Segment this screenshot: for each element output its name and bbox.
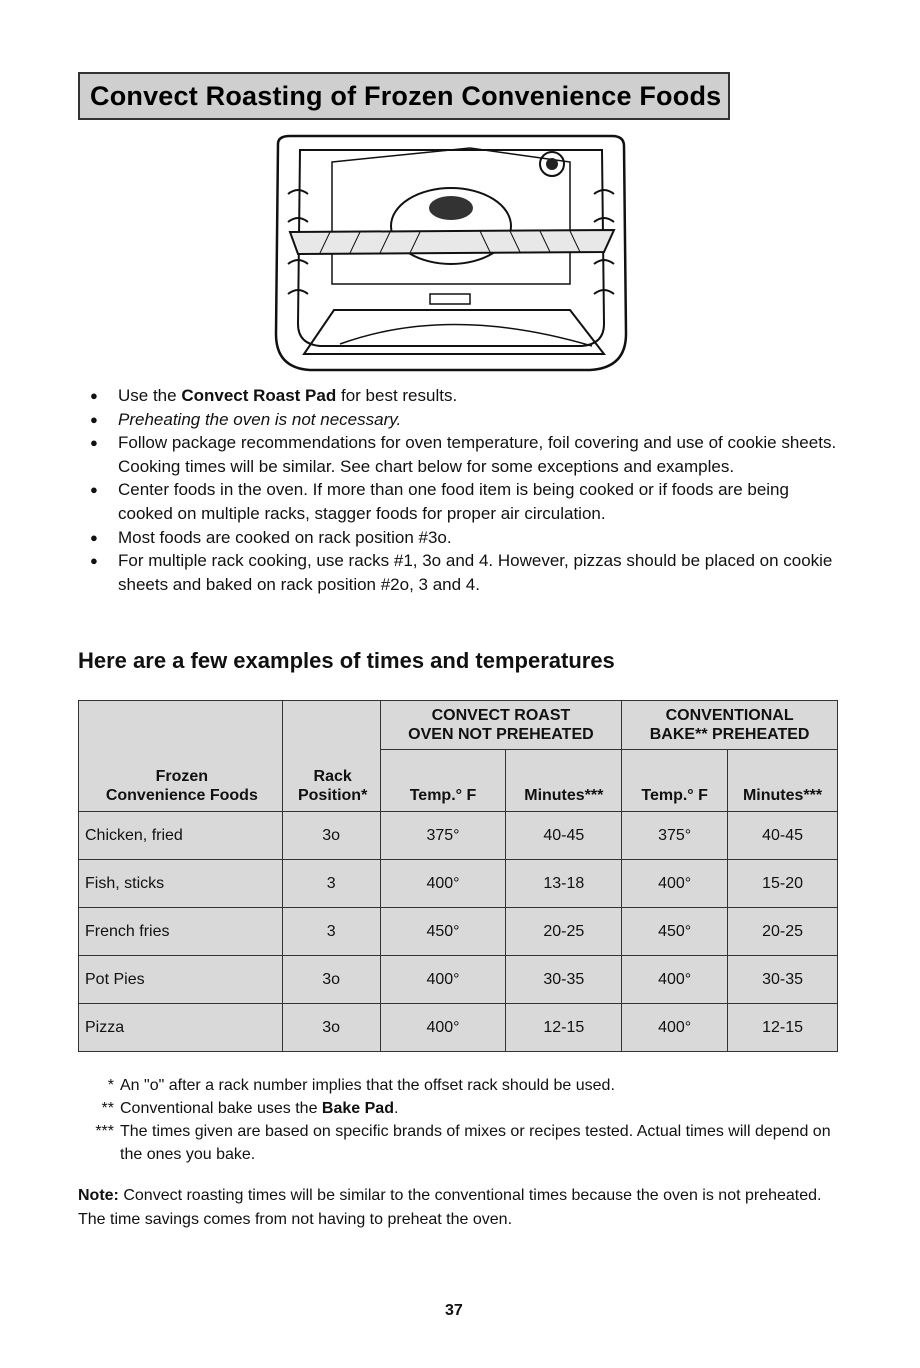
- minutes-cell: 40-45: [506, 812, 622, 860]
- minutes-cell: 12-15: [728, 1004, 838, 1052]
- note-label: Note:: [78, 1187, 119, 1204]
- list-item: ● Center foods in the oven. If more than one food item is being cooked or if foods are being cooked on multiple racks, stagger foods for proper air circulation.: [86, 478, 846, 525]
- section-title: Convect Roasting of Frozen Convenience Foods: [90, 80, 722, 111]
- minutes-cell: 30-35: [506, 956, 622, 1004]
- list-item: ● For multiple rack cooking, use racks #1, 3o and 4. However, pizzas should be placed on cookie sheets and baked on rack position #2o, 3 and 4.: [86, 549, 846, 596]
- rack-cell: 3: [282, 908, 380, 956]
- section-title-bar: [78, 72, 730, 120]
- table-row: [79, 956, 838, 1004]
- list-item: ● Most foods are cooked on rack position #3o.: [86, 526, 846, 550]
- temp-cell: 375°: [380, 812, 506, 860]
- rack-cell: 3o: [282, 956, 380, 1004]
- examples-heading: Here are a few examples of times and temperatures: [78, 648, 615, 673]
- rack-cell: 3o: [282, 1004, 380, 1052]
- minutes-cell: 20-25: [728, 908, 838, 956]
- minutes-header: Minutes***: [728, 750, 838, 812]
- conventional-bake-group-header: CONVENTIONAL BAKE** PREHEATED: [622, 701, 838, 750]
- food-cell: Fish, sticks: [79, 860, 283, 908]
- minutes-cell: 12-15: [506, 1004, 622, 1052]
- minutes-cell: 15-20: [728, 860, 838, 908]
- temp-header: Temp.° F: [380, 750, 506, 812]
- temp-cell: 400°: [380, 1004, 506, 1052]
- list-item: ● Use the Convect Roast Pad for best results.: [86, 384, 846, 408]
- oven-illustration: [270, 134, 632, 372]
- temp-cell: 400°: [622, 1004, 728, 1052]
- minutes-cell: 20-25: [506, 908, 622, 956]
- rack-cell: 3o: [282, 812, 380, 860]
- minutes-cell: 13-18: [506, 860, 622, 908]
- footnote: * An "o" after a rack number implies that the offset rack should be used.: [107, 1077, 615, 1094]
- temp-cell: 400°: [380, 860, 506, 908]
- table-row: [79, 1004, 838, 1052]
- rack-cell: 3: [282, 860, 380, 908]
- temp-cell: 375°: [622, 812, 728, 860]
- list-item: ● Follow package recommendations for oven temperature, foil covering and use of cookie sheets. Cooking times will be similar. See chart below for some exceptions and examples.: [86, 431, 846, 478]
- note-paragraph: Note: Convect roasting times will be similar to the conventional times because the oven is not preheated. The time savings comes from not having to preheat the oven.: [78, 1187, 822, 1228]
- temp-cell: 400°: [380, 956, 506, 1004]
- convect-roast-group-header: CONVECT ROAST OVEN NOT PREHEATED: [380, 701, 622, 750]
- temp-cell: 400°: [622, 860, 728, 908]
- temp-cell: 450°: [380, 908, 506, 956]
- footnotes: [88, 1074, 840, 1166]
- food-cell: Pot Pies: [79, 956, 283, 1004]
- list-item: ● Preheating the oven is not necessary.: [86, 408, 846, 432]
- times-table: [78, 700, 838, 1052]
- page-number: 37: [445, 1302, 463, 1319]
- table-row: [79, 908, 838, 956]
- food-cell: Pizza: [79, 1004, 283, 1052]
- table-row: [79, 812, 838, 860]
- footnote: ** Conventional bake uses the Bake Pad.: [101, 1100, 399, 1117]
- instructions-list: [86, 384, 846, 596]
- food-cell: French fries: [79, 908, 283, 956]
- minutes-header: Minutes***: [506, 750, 622, 812]
- minutes-cell: 40-45: [728, 812, 838, 860]
- footnote: *** The times given are based on specific brands of mixes or recipes tested. Actual times will depend on the ones you bake.: [95, 1123, 831, 1163]
- temp-cell: 400°: [622, 956, 728, 1004]
- temp-header: Temp.° F: [622, 750, 728, 812]
- minutes-cell: 30-35: [728, 956, 838, 1004]
- food-column-header: Frozen Convenience Foods: [79, 701, 283, 812]
- table-row: [79, 860, 838, 908]
- temp-cell: 450°: [622, 908, 728, 956]
- table-group-header-row: [79, 701, 838, 750]
- food-cell: Chicken, fried: [79, 812, 283, 860]
- rack-column-header: Rack Position*: [282, 701, 380, 812]
